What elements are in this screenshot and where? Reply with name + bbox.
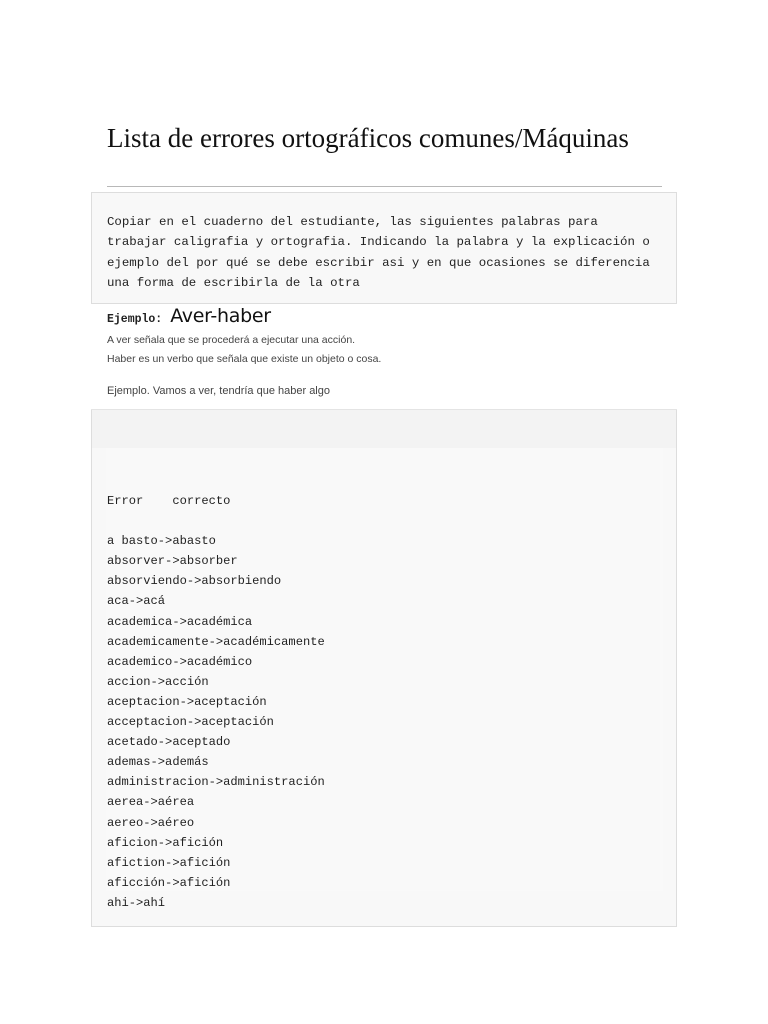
- list-item: administracion->administración: [107, 775, 325, 790]
- list-item: academica->académica: [107, 614, 253, 629]
- list-item: aereo->aéreo: [107, 815, 195, 830]
- list-item: aceptacion->aceptación: [107, 694, 267, 709]
- list-item: a basto->abasto: [107, 534, 216, 549]
- list-item: acceptacion->aceptación: [107, 715, 274, 730]
- page-title: Lista de errores ortográficos comunes/Máquinas: [107, 123, 629, 153]
- list-item: aca->acá: [107, 594, 166, 609]
- error-list-rows: [107, 531, 662, 913]
- example-explanation-line: A ver señala que se procederá a ejecutar una acción.: [107, 334, 356, 346]
- instructions-box: [91, 192, 677, 304]
- list-item: ademas->además: [107, 755, 209, 770]
- error-list: [107, 491, 662, 913]
- list-item: absorver->absorber: [107, 554, 238, 569]
- list-item: aficción->afición: [107, 875, 231, 890]
- list-item: aficion->afición: [107, 835, 224, 850]
- example-explanation-line: Haber es un verbo que señala que existe un objeto o cosa.: [107, 353, 382, 365]
- example-sentence: Ejemplo. Vamos a ver, tendría que haber algo: [107, 385, 330, 397]
- list-item: afiction->afición: [107, 855, 231, 870]
- list-item: academicamente->académicamente: [107, 634, 325, 649]
- list-item: aerea->aérea: [107, 795, 195, 810]
- example-label: Ejemplo:: [107, 313, 163, 326]
- instructions-text: Copiar en el cuaderno del estudiante, las siguientes palabras para trabajar caligrafia y ortografia. Indicando la palabra y la explicación o ejemplo del por qué se debe escribir asi y en que ocasiones se diferencia una forma de escribirla de la otra: [107, 215, 650, 290]
- title-divider: [107, 186, 662, 187]
- error-list-header-band: [92, 410, 676, 448]
- example-heading: [107, 305, 271, 331]
- list-item: accion->acción: [107, 674, 209, 689]
- example-word: Aver-haber: [170, 305, 271, 327]
- list-item: ahi->ahí: [107, 895, 166, 910]
- list-item: absorviendo->absorbiendo: [107, 574, 282, 589]
- list-item: academico->académico: [107, 654, 253, 669]
- list-item: acetado->aceptado: [107, 735, 231, 750]
- list-spacer: [107, 511, 662, 531]
- error-list-columns: Error correcto: [107, 494, 231, 508]
